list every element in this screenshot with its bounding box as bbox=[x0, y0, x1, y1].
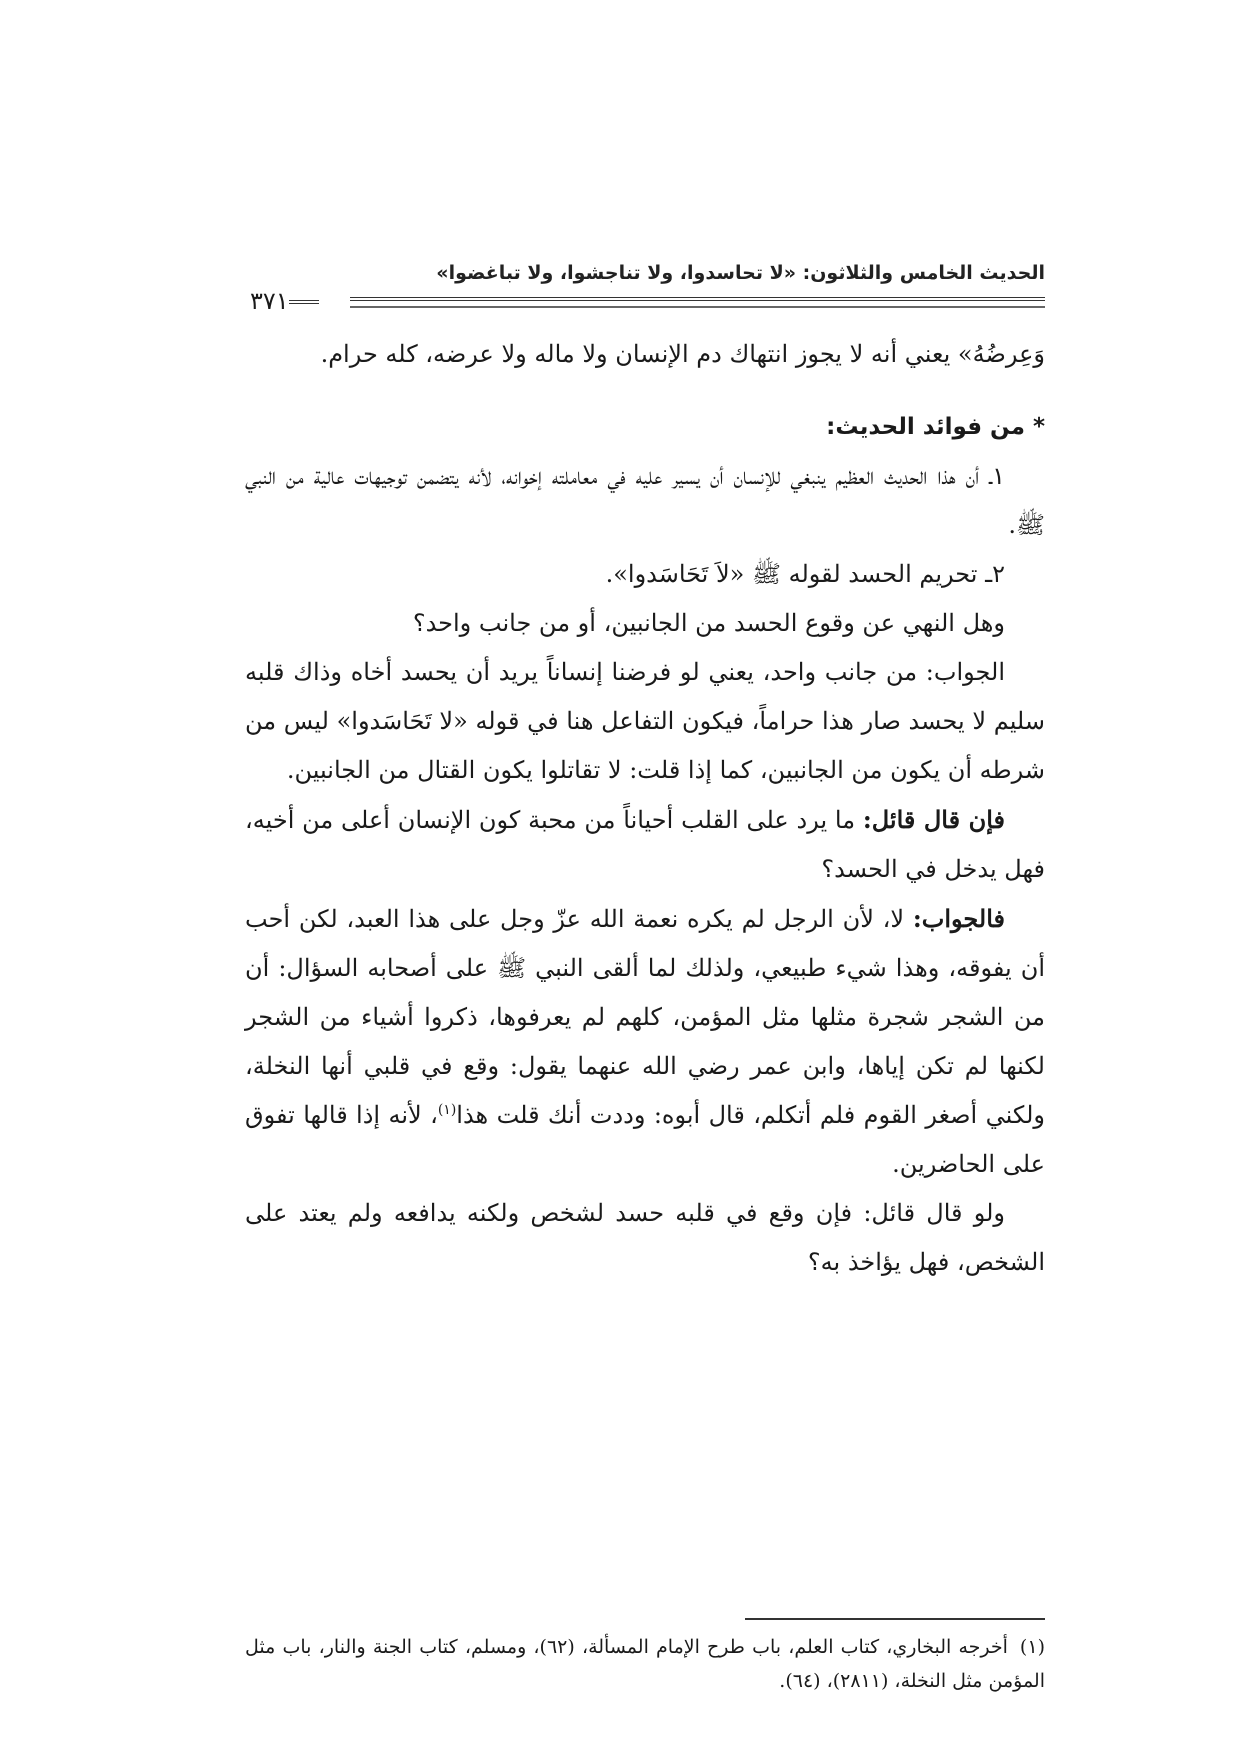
page-number-dash bbox=[289, 300, 319, 304]
paragraph-answer: الجواب: من جانب واحد، يعني لو فرضنا إنساناً يريد أن يحسد أخاه وذاك قلبه سليم لا يحسد صار هذا حراماً، فيكون التفاعل هنا في قوله «لا تَحَاسَدوا» ليس من شرطه أن يكون من الجانبين، كما إذا قلت: لا تقاتلوا يكون القتال من الجانبين. bbox=[245, 658, 1045, 784]
header-rule-thin bbox=[350, 306, 1045, 308]
body-text bbox=[245, 330, 1045, 1287]
footnote-reference[interactable]: (١) bbox=[437, 1102, 457, 1118]
objection-lead: فإن قال قائل: bbox=[862, 805, 1005, 834]
header-rule bbox=[350, 297, 1045, 301]
footnotes bbox=[245, 1630, 1045, 1698]
reply-text: لا، لأن الرجل لم يكره نعمة الله عزّ وجل على هذا العبد، لكن أحب أن يفوقه، وهذا شيء طبيعي، ولذلك لما ألقى النبي ﷺ على أصحابه السؤال: أن من الشجر شجرة مثلها مثل المؤمن، كلهم لم يعرفوها، ذكروا أشياء من الشجر لكنها لم تكن إياها، وابن عمر رضي الله عنهما يقول: وقع في قلبي أنها النخلة، ولكني أصغر القوم فلم أتكلم، قال أبوه: وددت أنك قلت هذا bbox=[245, 905, 1045, 1129]
paragraph-final-question: ولو قال قائل: فإن وقع في قلبه حسد لشخص ولكنه يدافعه ولم يعتد على الشخص، فهل يؤاخذ به؟ bbox=[245, 1199, 1045, 1276]
footnote-separator bbox=[745, 1618, 1045, 1620]
footnote-1 bbox=[245, 1630, 1045, 1698]
paragraph-benefit-2: ٢ـ تحريم الحسد لقوله ﷺ «لاَ تَحَاسَدوا». bbox=[605, 560, 1005, 588]
footnote-mark: (١) bbox=[1019, 1636, 1045, 1658]
section-heading: * من فوائد الحديث: bbox=[826, 414, 1045, 440]
reply-lead: فالجواب: bbox=[912, 904, 1005, 933]
page-number bbox=[250, 287, 345, 315]
footnote-text: أخرجه البخاري، كتاب العلم، باب طرح الإمام المسألة، (٦٢)، ومسلم، كتاب الجنة والنار، باب مثل المؤمن مثل النخلة، (٢٨١١)، (٦٤). bbox=[245, 1636, 1045, 1692]
paragraph-continuation: وَعِرضُهُ» يعني أنه لا يجوز انتهاك دم الإنسان ولا ماله ولا عرضه، كله حرام. bbox=[320, 340, 1045, 368]
paragraph-objection bbox=[245, 795, 1045, 894]
paragraph-benefit-1: ١ـ أن هذا الحديث العظيم ينبغي للإنسان أن يسير عليه في معاملته إخوانه، لأنه يتضمن توجيهات عالية من النبي ﷺ. bbox=[245, 462, 1045, 539]
objection-text: ما يرد على القلب أحياناً من محبة كون الإنسان أعلى من أخيه، فهل يدخل في الحسد؟ bbox=[245, 806, 1045, 883]
paragraph-question: وهل النهي عن وقوع الحسد من الجانبين، أو من جانب واحد؟ bbox=[412, 609, 1005, 637]
paragraph-reply bbox=[245, 894, 1045, 1189]
reply-text-end: ، لأنه إذا قالها تفوق على الحاضرين. bbox=[245, 1101, 1045, 1178]
header-title: الحديث الخامس والثلاثون: «لا تحاسدوا، ولا تناجشوا، ولا تباغضوا» bbox=[436, 262, 1045, 284]
page-number-value: ٣٧١ bbox=[250, 287, 289, 315]
running-header bbox=[250, 262, 1045, 322]
